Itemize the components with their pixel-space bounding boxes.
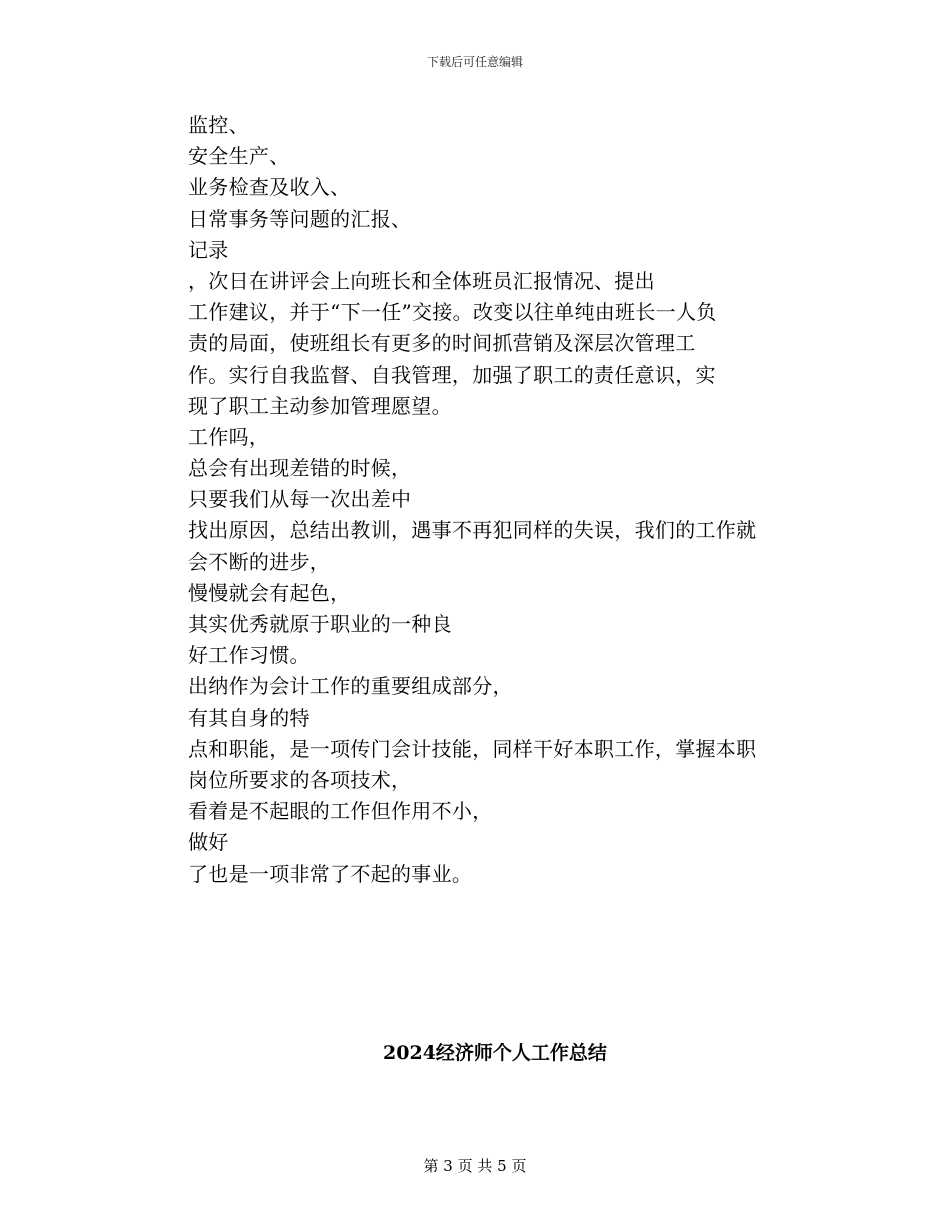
page-footer: 第 3 页 共 5 页 — [423, 1157, 527, 1175]
body-line: 岗位所要求的各项技术， — [188, 767, 412, 792]
body-line: 做好 — [188, 830, 229, 855]
body-line: 只要我们从每一次出差中 — [188, 487, 412, 512]
body-line: 工作建议，并于“下一任”交接。改变以往单纯由班长一人负 — [188, 300, 717, 325]
body-line: 会不断的进步， — [188, 549, 331, 574]
body-line: 现了职工主动参加管理愿望。 — [188, 393, 452, 418]
body-line: 作。实行自我监督、自我管理，加强了职工的责任意识，实 — [188, 362, 716, 387]
body-line: 找出原因，总结出教训，遇事不再犯同样的失误，我们的工作就 — [188, 518, 757, 543]
body-text — [188, 110, 828, 890]
body-line: 安全生产、 — [188, 144, 290, 169]
section-title: 2024经济师个人工作总结 — [383, 1042, 607, 1064]
body-line: 监控、 — [188, 113, 249, 137]
body-line: 日常事务等问题的汇报、 — [188, 206, 412, 231]
body-line: 出纳作为会计工作的重要组成部分， — [188, 674, 513, 699]
body-line: 看着是不起眼的工作但作用不小， — [188, 799, 493, 824]
body-line: 了也是一项非常了不起的事业。 — [188, 861, 473, 886]
body-line: 责的局面，使班组长有更多的时间抓营销及深层次管理工 — [188, 331, 696, 356]
body-line: 慢慢就会有起色， — [188, 580, 351, 605]
body-line: ，次日在讲评会上向班长和全体班员汇报情况、提出 — [188, 268, 655, 293]
body-line: 有其自身的特 — [188, 705, 310, 730]
body-line: 点和职能，是一项传门会计技能，同样干好本职工作，掌握本职 — [188, 736, 757, 761]
page-header: 下载后可任意编辑 — [426, 55, 523, 69]
body-line: 记录 — [188, 237, 229, 262]
body-line: 好工作习惯。 — [188, 643, 310, 668]
body-line: 总会有出现差错的时候， — [188, 456, 412, 481]
body-line: 业务检查及收入、 — [188, 175, 351, 200]
body-line: 其实优秀就原于职业的一种良 — [188, 612, 452, 636]
body-line: 工作吗， — [188, 424, 270, 449]
